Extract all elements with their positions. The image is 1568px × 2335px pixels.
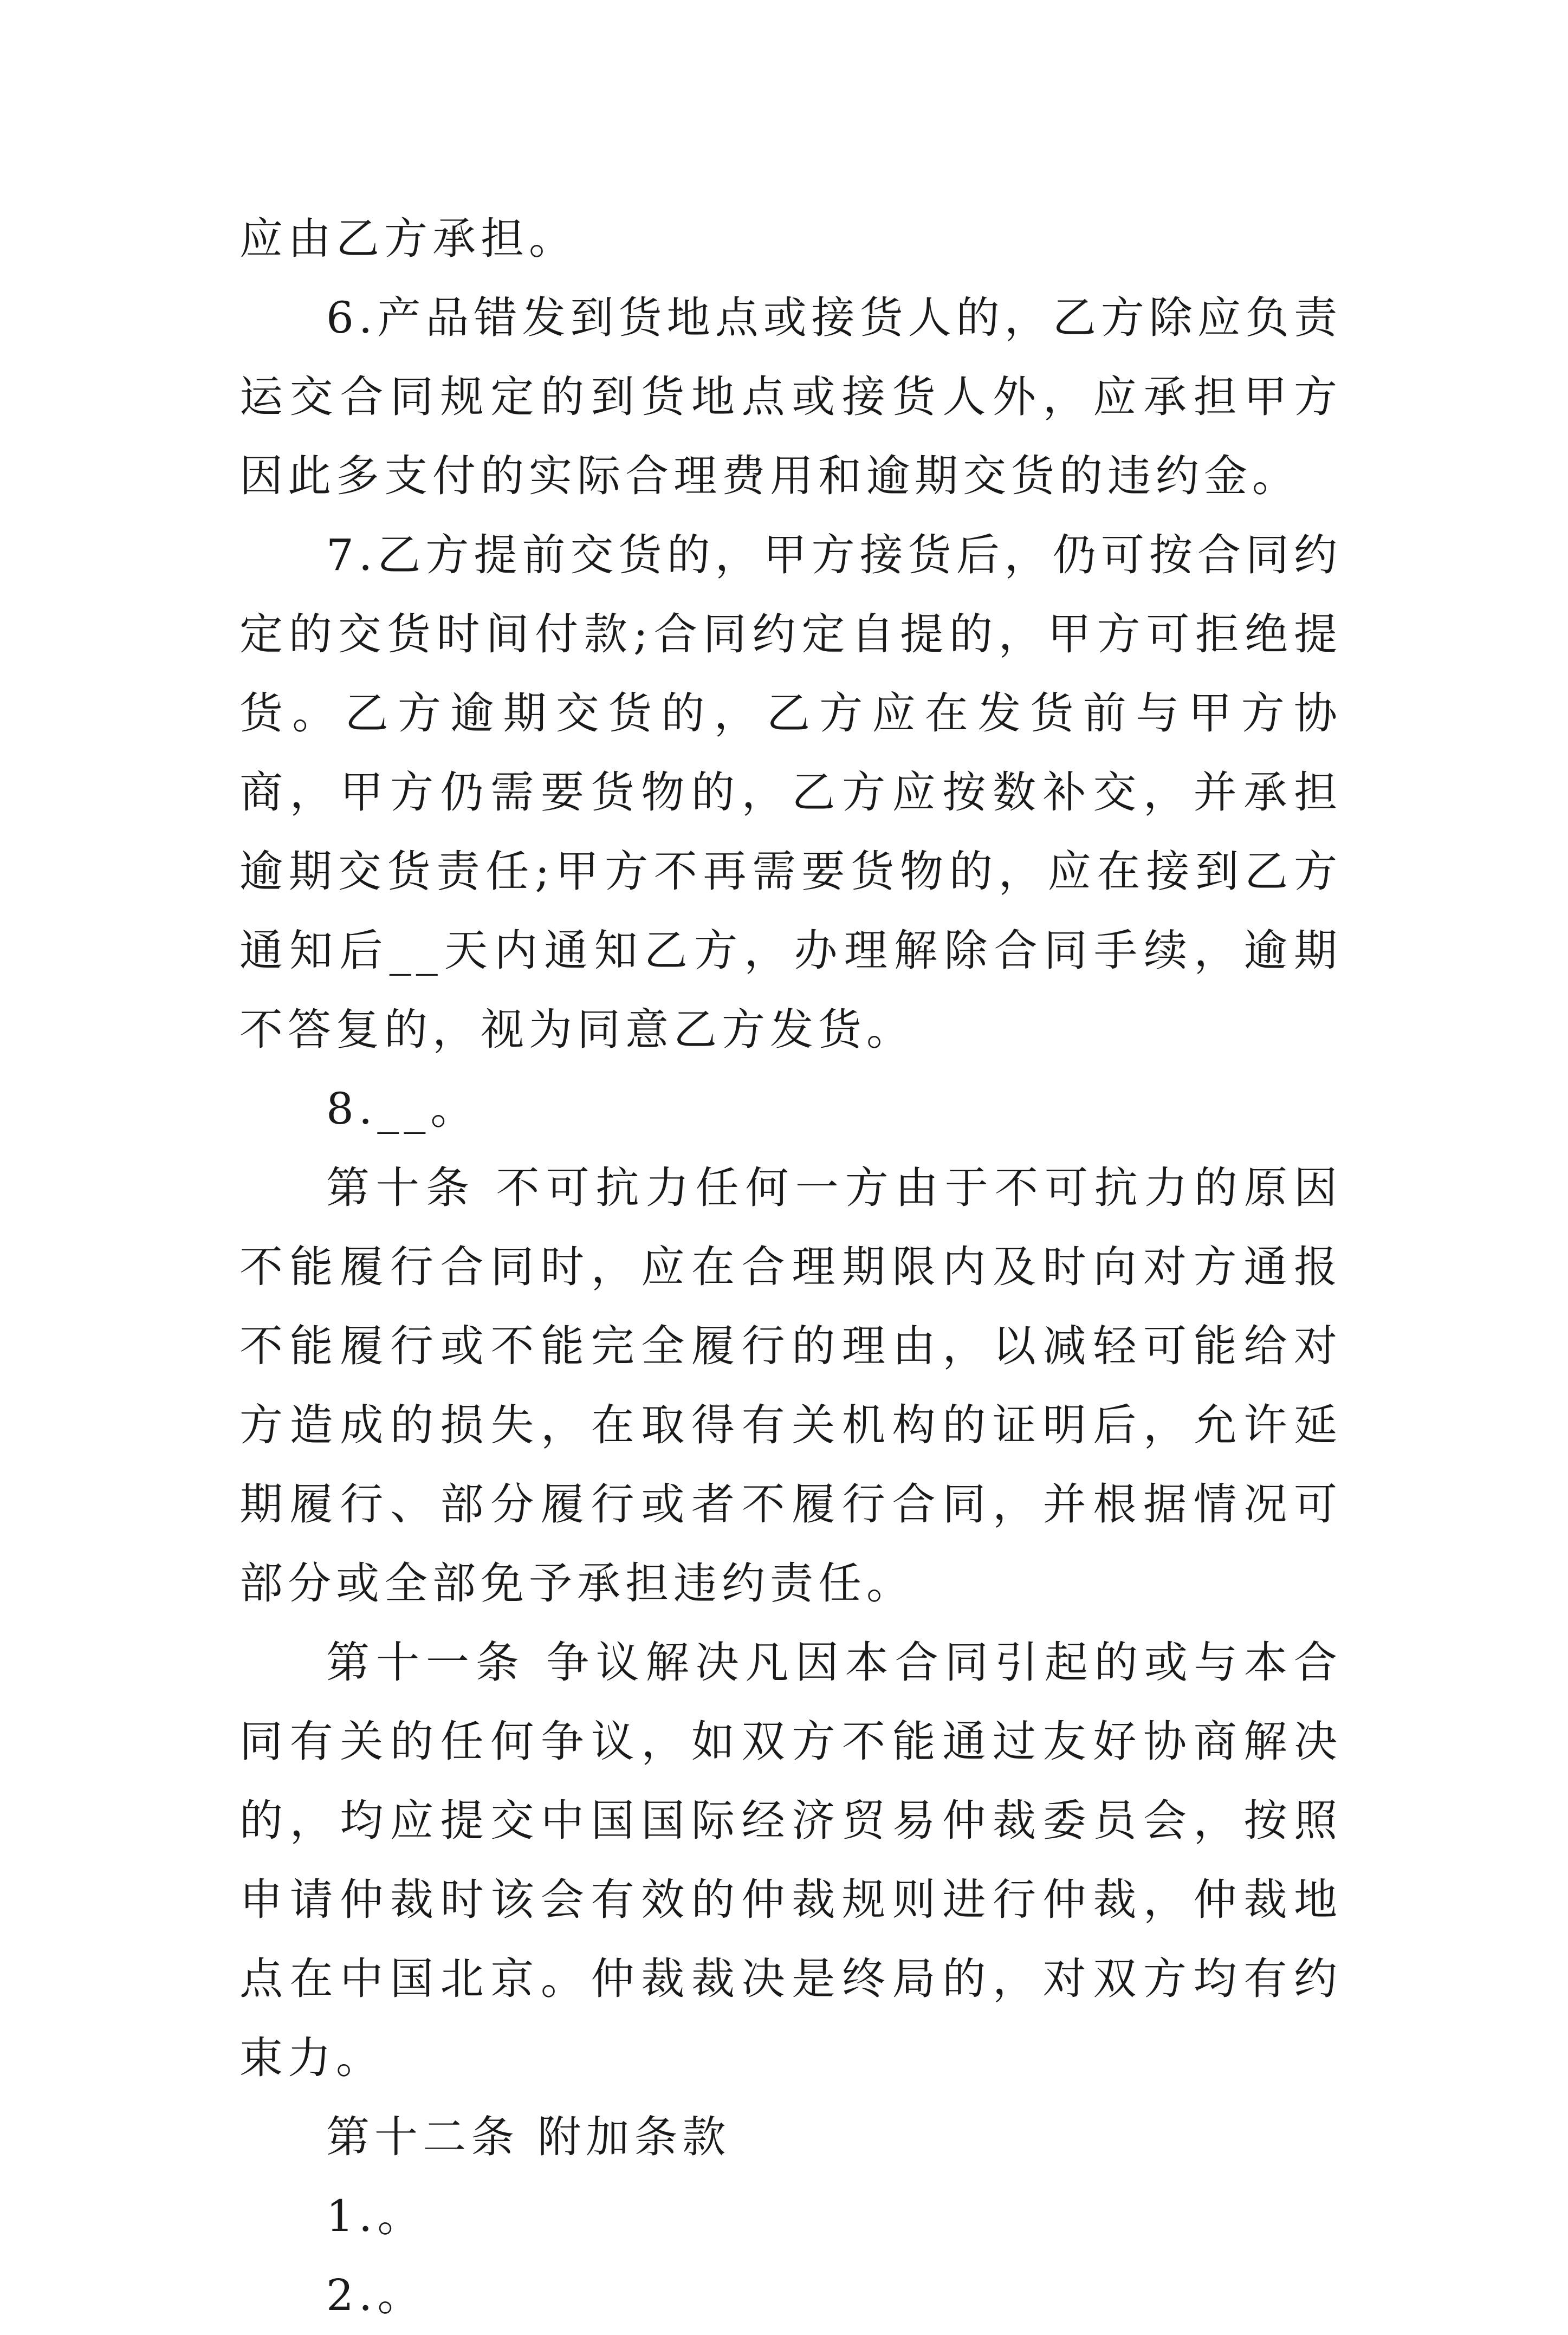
paragraph-item-7: 7.乙方提前交货的，甲方接货后，仍可按合同约定的交货时间付款;合同约定自提的，甲方可拒绝提货。乙方逾期交货的，乙方应在发货前与甲方协商，甲方仍需要货物的，乙方应按数补交，并承担逾期交货责任;甲方不再需要货物的，应在接到乙方通知后__天内通知乙方，办理解除合同手续，逾期不答复的，视为同意乙方发货。 <box>239 530 1342 1055</box>
article-11-dispute-resolution: 第十一条 争议解决凡因本合同引起的或与本合同有关的任何争议，如双方不能通过友好协商解决的，均应提交中国国际经济贸易仲裁委员会，按照申请仲裁时该会有效的仲裁规则进行仲裁，仲裁地点在中国北京。仲裁裁决是终局的，对双方均有约束力。 <box>239 1637 1342 2083</box>
article-10-force-majeure: 第十条 不可抗力任何一方由于不可抗力的原因不能履行合同时，应在合理期限内及时向对方通报不能履行或不能完全履行的理由，以减轻可能给对方造成的损失，在取得有关机构的证明后，允许延期履行、部分履行或者不履行合同，并根据情况可部分或全部免予承担违约责任。 <box>239 1163 1342 1608</box>
article-12-heading: 第十二条 附加条款 <box>326 2112 731 2162</box>
additional-clause-2: 2.。 <box>326 2270 426 2320</box>
additional-clause-1: 1.。 <box>326 2191 426 2241</box>
paragraph-item-8: 8.__。 <box>326 1084 479 1134</box>
paragraph-continuation: 应由乙方承担。 <box>239 213 577 264</box>
paragraph-item-6: 6.产品错发到货地点或接货人的，乙方除应负责运交合同规定的到货地点或接货人外，应承担甲方因此多支付的实际合理费用和逾期交货的违约金。 <box>239 293 1342 501</box>
document-body <box>239 199 1342 2335</box>
